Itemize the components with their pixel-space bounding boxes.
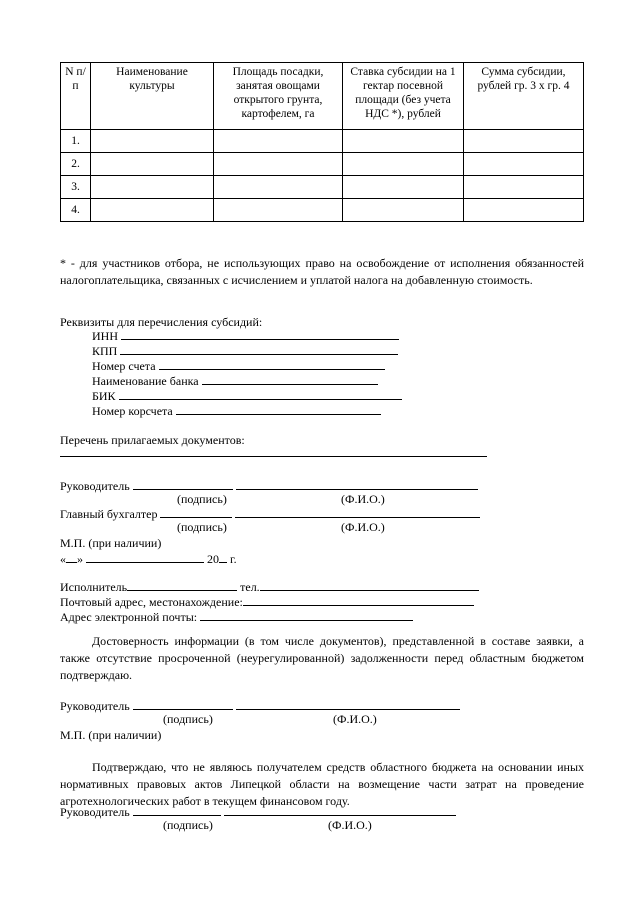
cell-sum[interactable] [464,176,584,199]
bik-field[interactable]: БИК [92,388,402,403]
cell-sum[interactable] [464,199,584,222]
head-signature-line[interactable]: Руководитель [60,478,478,493]
cell-crop[interactable] [91,153,214,176]
documents-line[interactable] [60,456,487,457]
row-number: 2. [61,153,91,176]
header-number: N п/п [61,63,91,130]
documents-title: Перечень прилагаемых документов: [60,433,245,447]
table-row [61,130,584,153]
header-crop-name: Наименование культуры [91,63,214,130]
fio-caption: (Ф.И.О.) [333,712,377,726]
cell-rate[interactable] [343,130,464,153]
table-row [61,153,584,176]
head-signature-line-3[interactable]: Руководитель [60,804,456,819]
cell-area[interactable] [214,130,343,153]
executor-line[interactable]: Исполнитель тел. [60,579,479,594]
row-number: 4. [61,199,91,222]
bank-name-field[interactable]: Наименование банка [92,373,378,388]
cell-area[interactable] [214,199,343,222]
confirm-statement-1: Достоверность информации (в том числе документов), представленной в составе заявки, а также отсутствие просроченной (неурегулированной) задолженности перед областным бюджетом подтверждаю. [60,634,584,682]
stamp-place: М.П. (при наличии) [60,536,162,550]
inn-field[interactable]: ИНН [92,328,399,343]
sign-caption: (подпись) [163,818,213,832]
header-planting-area: Площадь посадки, занятая овощами открытого грунта, картофелем, га [214,63,343,130]
address-line[interactable]: Почтовый адрес, местонахождение: [60,594,474,609]
sign-caption: (подпись) [163,712,213,726]
header-subsidy-rate: Ставка субсидии на 1 гектар посевной площади (без учета НДС *), рублей [343,63,464,130]
accountant-signature-line[interactable]: Главный бухгалтер [60,506,480,521]
cell-area[interactable] [214,176,343,199]
row-number: 3. [61,176,91,199]
sign-caption: (подпись) [177,520,227,534]
cell-rate[interactable] [343,153,464,176]
head-signature-line-2[interactable]: Руководитель [60,698,460,713]
subsidy-table [60,62,584,222]
sign-caption: (подпись) [177,492,227,506]
cell-area[interactable] [214,153,343,176]
cell-crop[interactable] [91,130,214,153]
account-number-field[interactable]: Номер счета [92,358,385,373]
date-field[interactable]: « » 20 г. [60,552,237,566]
requisites-title: Реквизиты для перечисления субсидий: [60,315,263,329]
table-row [61,199,584,222]
table-row [61,176,584,199]
table-header-row [61,63,584,130]
fio-caption: (Ф.И.О.) [341,492,385,506]
cell-rate[interactable] [343,199,464,222]
cell-crop[interactable] [91,176,214,199]
fio-caption: (Ф.И.О.) [328,818,372,832]
cell-sum[interactable] [464,153,584,176]
vat-footnote: * - для участников отбора, не использующих право на освобождение от исполнения обязанностей налогоплательщика, связанных с исчислением и уплатой налога на добавленную стоимость. [60,256,584,287]
fio-caption: (Ф.И.О.) [341,520,385,534]
cell-sum[interactable] [464,130,584,153]
header-subsidy-sum: Сумма субсидии, рублей гр. 3 х гр. 4 [464,63,584,130]
row-number: 1. [61,130,91,153]
confirm-statement-2: Подтверждаю, что не являюсь получателем средств областного бюджета на основании иных нормативных правовых актов Липецкой области на возмещение части затрат на проведение агротехнологических работ в текущем финансовом году. [60,760,584,808]
corr-account-field[interactable]: Номер корсчета [92,403,381,418]
kpp-field[interactable]: КПП [92,343,398,358]
email-line[interactable]: Адрес электронной почты: [60,609,413,624]
stamp-place: М.П. (при наличии) [60,728,162,742]
cell-rate[interactable] [343,176,464,199]
cell-crop[interactable] [91,199,214,222]
